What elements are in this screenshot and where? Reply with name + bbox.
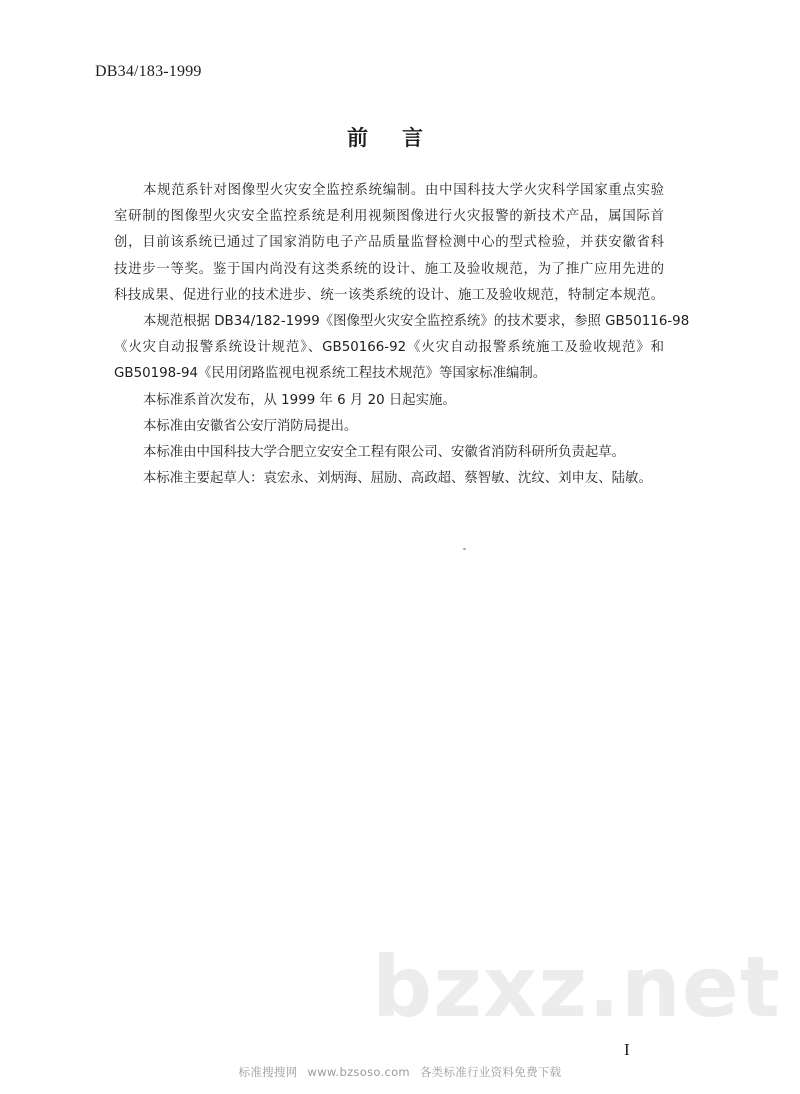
- title-char-1: 前: [347, 126, 368, 150]
- paragraph-line: 创，目前该系统已通过了国家消防电子产品质量监督检测中心的型式检验，并获安徽省科: [114, 235, 664, 251]
- paragraph-line: 本规范根据 DB34/182-1999《图像型火灾安全监控系统》的技术要求，参照 GB50116-98: [143, 313, 690, 329]
- footer: [0, 1064, 800, 1080]
- paragraph-line: 本标准主要起草人：袁宏永、刘炳海、屈励、高政超、蔡智敏、沈纹、刘申友、陆敏。: [143, 471, 652, 487]
- paragraph-line: GB50198-94《民用闭路监视电视系统工程技术规范》等国家标准编制。: [114, 366, 547, 382]
- paragraph-line: 室研制的图像型火灾安全监控系统是利用视频图像进行火灾报警的新技术产品，属国际首: [114, 209, 664, 225]
- paragraph-line: 本标准系首次发布，从 1999 年 6 月 20 日起实施。: [143, 392, 456, 408]
- document-code: DB34/183-1999: [95, 63, 202, 80]
- page-title: [0, 122, 770, 152]
- paragraph-line: 本标准由安徽省公安厅消防局提出。: [143, 418, 358, 434]
- footer-site-name: 标准搜搜网: [238, 1065, 298, 1079]
- paragraph-line: 本标准由中国科技大学合肥立安安全工程有限公司、安徽省消防科研所负责起草。: [143, 444, 626, 460]
- scan-speck: [463, 548, 466, 550]
- title-char-2: 言: [402, 126, 423, 150]
- footer-tagline: 各类标准行业资料免费下载: [419, 1065, 562, 1079]
- paragraph-line: 技进步一等奖。鉴于国内尚没有这类系统的设计、施工及验收规范，为了推广应用先进的: [114, 261, 664, 277]
- footer-site-url[interactable]: www.bzsoso.com: [307, 1065, 410, 1079]
- foreword-body: [114, 178, 690, 492]
- page-number: I: [624, 1040, 630, 1059]
- paragraph-line: 《火灾自动报警系统设计规范》、GB50166-92《火灾自动报警系统施工及验收规范》和: [114, 340, 664, 356]
- paragraph-line: 科技成果、促进行业的技术进步、统一该类系统的设计、施工及验收规范，特制定本规范。: [114, 287, 664, 303]
- watermark: bzxz.net: [372, 938, 781, 1036]
- paragraph-line: 本规范系针对图像型火灾安全监控系统编制。由中国科技大学火灾科学国家重点实验: [143, 183, 664, 198]
